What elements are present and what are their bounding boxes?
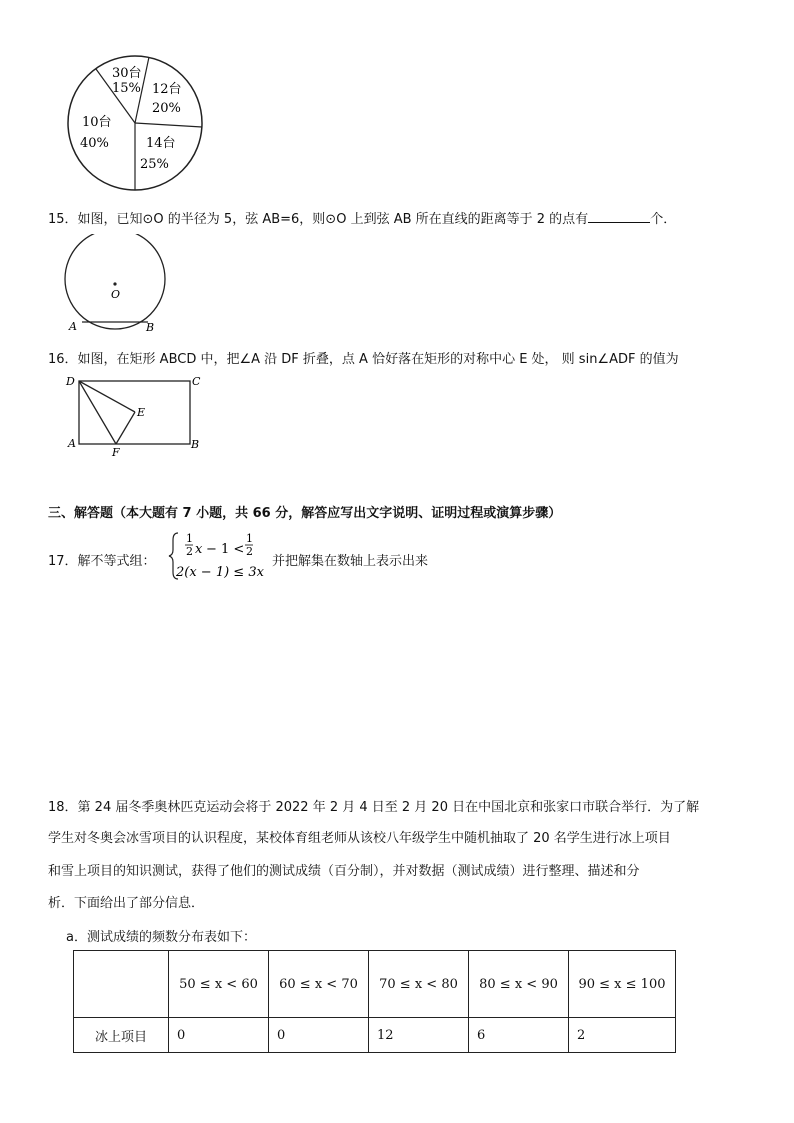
label-f: F bbox=[112, 446, 120, 459]
label-e: E bbox=[137, 406, 146, 419]
question-18-sub-a: a．测试成绩的频数分布表如下： bbox=[66, 930, 256, 945]
question-16 bbox=[48, 348, 679, 367]
table-header-cell bbox=[74, 951, 169, 1018]
table-header-cell: 60 ≤ x < 70 bbox=[269, 951, 369, 1018]
label-d: D bbox=[66, 375, 75, 388]
question-18-line: 析．下面给出了部分信息． bbox=[48, 896, 205, 911]
table-cell: 2 bbox=[569, 1018, 676, 1053]
question-18-line: 学生对冬奥会冰雪项目的认识程度，某校体育组老师从该校八年级学生中随机抽取了 20 名学生进行冰上项目 bbox=[48, 831, 671, 846]
table-header-cell: 70 ≤ x < 80 bbox=[369, 951, 469, 1018]
center-point bbox=[113, 282, 116, 285]
table-header-row bbox=[74, 951, 676, 1018]
frequency-table bbox=[73, 950, 676, 1053]
label-b: B bbox=[191, 438, 200, 451]
pie-slice-pct: 25% bbox=[140, 157, 169, 172]
question-18-line: 18．第 24 届冬季奥林匹克运动会将于 2022 年 2 月 4 日至 2 月 20 日在中国北京和张家口市联合举行．为了解 bbox=[48, 800, 700, 815]
svg-text:1: 1 bbox=[186, 532, 193, 545]
svg-text:− 1 <: − 1 < bbox=[206, 542, 245, 557]
label-a: A bbox=[69, 320, 77, 333]
answer-blank bbox=[588, 210, 650, 223]
label-a: A bbox=[68, 437, 76, 450]
pie-slice-pct: 40% bbox=[80, 136, 109, 151]
question-18-line: 和雪上项目的知识测试，获得了他们的测试成绩（百分制），并对数据（测试成绩）进行整理、描述和分 bbox=[48, 864, 640, 879]
circle-o bbox=[65, 234, 165, 329]
pie-chart bbox=[60, 55, 210, 200]
circle-figure bbox=[62, 234, 172, 334]
question-17-suffix: 并把解集在数轴上表示出来 bbox=[272, 554, 429, 569]
question-15-suffix: 个． bbox=[650, 212, 677, 227]
svg-text:2: 2 bbox=[186, 545, 193, 558]
segment-df bbox=[79, 381, 116, 444]
table-cell: 12 bbox=[369, 1018, 469, 1053]
question-17-prefix: 17．解不等式组： bbox=[48, 554, 156, 569]
segment-ef bbox=[116, 412, 135, 444]
table-header-cell: 90 ≤ x ≤ 100 bbox=[569, 951, 676, 1018]
rectangle-figure bbox=[64, 372, 209, 462]
pie-divider bbox=[135, 123, 202, 127]
label-o: O bbox=[111, 288, 121, 301]
label-c: C bbox=[192, 375, 201, 388]
pie-slice-pct: 15% bbox=[112, 81, 141, 96]
question-16-text: 16．如图，在矩形 ABCD 中，把∠A 沿 DF 折叠，点 A 恰好落在矩形的对称中心 E 处， 则 sin∠ADF 的值为 bbox=[48, 352, 679, 367]
pie-slice-count: 10台 bbox=[82, 115, 112, 130]
svg-text:x: x bbox=[195, 542, 203, 557]
svg-text:2: 2 bbox=[246, 545, 253, 558]
pie-slice-count: 30台 bbox=[112, 66, 142, 81]
table-cell: 冰上项目 bbox=[74, 1018, 169, 1053]
inequality-system bbox=[168, 530, 268, 582]
table-cell: 6 bbox=[469, 1018, 569, 1053]
question-15 bbox=[48, 208, 676, 227]
svg-text:1: 1 bbox=[246, 532, 253, 545]
pie-slice-count: 12台 bbox=[152, 82, 182, 97]
question-15-text: 15．如图，已知⊙O 的半径为 5，弦 AB=6，则⊙O 上到弦 AB 所在直线的距离等于 2 的点有 bbox=[48, 212, 589, 227]
section-3-title: 三、解答题（本大题有 7 小题，共 66 分，解答应写出文字说明、证明过程或演算步骤） bbox=[48, 506, 562, 521]
table-row bbox=[74, 1018, 676, 1053]
table-header-cell: 80 ≤ x < 90 bbox=[469, 951, 569, 1018]
pie-slice-count: 14台 bbox=[146, 136, 176, 151]
inequality-line-2: 2(x − 1) ≤ 3x bbox=[176, 565, 264, 580]
pie-slice-pct: 20% bbox=[152, 101, 181, 116]
table-header-cell: 50 ≤ x < 60 bbox=[169, 951, 269, 1018]
table-cell: 0 bbox=[169, 1018, 269, 1053]
label-b: B bbox=[146, 321, 155, 334]
table-cell: 0 bbox=[269, 1018, 369, 1053]
